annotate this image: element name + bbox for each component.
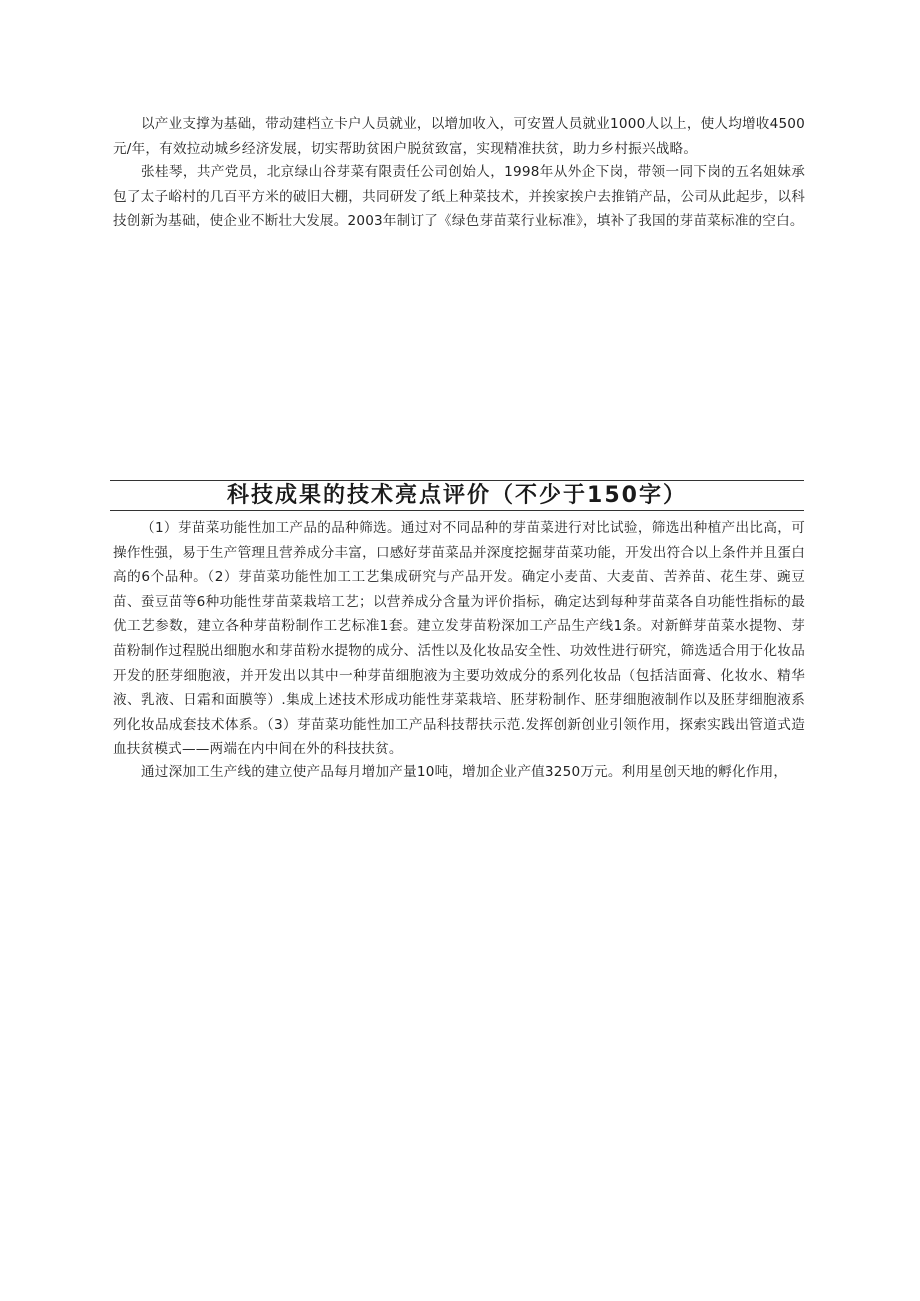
section-top-rule (110, 480, 804, 481)
paragraph-founder-bio: 张桂琴，共产党员，北京绿山谷芽菜有限责任公司创始人，1998年从外企下岗，带领一同下岗的五名姐妹承包了太子峪村的几百平方米的破旧大棚，共同研发了纸上种菜技术，并挨家挨户去推销产品，公司从此起步，以科技创新为基础，使企业不断壮大发展。2003年制订了《绿色芽苗菜行业标准》，填补了我国的芽苗菜标准的空白。 (113, 164, 805, 230)
section-bottom-rule (110, 510, 804, 511)
paragraph-technical-highlights: （1）芽苗菜功能性加工产品的品种筛选。通过对不同品种的芽苗菜进行对比试验，筛选出种植产出比高，可操作性强，易于生产管理且营养成分丰富，口感好芽苗菜品并深度挖掘芽苗菜功能，开发出符合以上条件并且蛋白高的6个品种。（2）芽苗菜功能性加工工艺集成研究与产品开发。确定小麦苗、大麦苗、苦养苗、花生芽、豌豆苗、蚕豆苗等6种功能性芽苗菜栽培工艺；以营养成分含量为评价指标，确定达到每种芽苗菜各自功能性指标的最优工艺参数，建立各种芽苗粉制作工艺标准1套。建立发芽苗粉深加工产品生产线1条。对新鲜芽苗菜水提物、芽苗粉制作过程脱出细胞水和芽苗粉水提物的成分、活性以及化妆品安全性、功效性进行研究，筛选适合用于化妆品开发的胚芽细胞液，并开发出以其中一种芽苗细胞液为主要功效成分的系列化妆品（包括洁面膏、化妆水、精华液、乳液、日霜和面膜等）.集成上述技术形成功能性芽菜栽培、胚芽粉制作、胚芽细胞液制作以及胚芽细胞液系列化妆品成套技术体系。（3）芽苗菜功能性加工产品科技帮扶示范.发挥创新创业引领作用，探索实践出管道式造血扶贫模式——两端在内中间在外的科技扶贫。 (113, 520, 805, 758)
paragraph-employment: 以产业支撑为基础，带动建档立卡户人员就业，以增加收入，可安置人员就业1000人以上，使人均增收4500元/年，有效拉动城乡经济发展，切实帮助贫困户脱贫致富，实现精准扶贫，助力乡村振兴战略。 (113, 116, 805, 157)
section-heading: 科技成果的技术亮点评价（不少于150字） (227, 483, 687, 508)
paragraph-production-results: 通过深加工生产线的建立使产品每月增加产量10吨，增加企业产值3250万元。利用星创天地的孵化作用， (141, 764, 788, 780)
